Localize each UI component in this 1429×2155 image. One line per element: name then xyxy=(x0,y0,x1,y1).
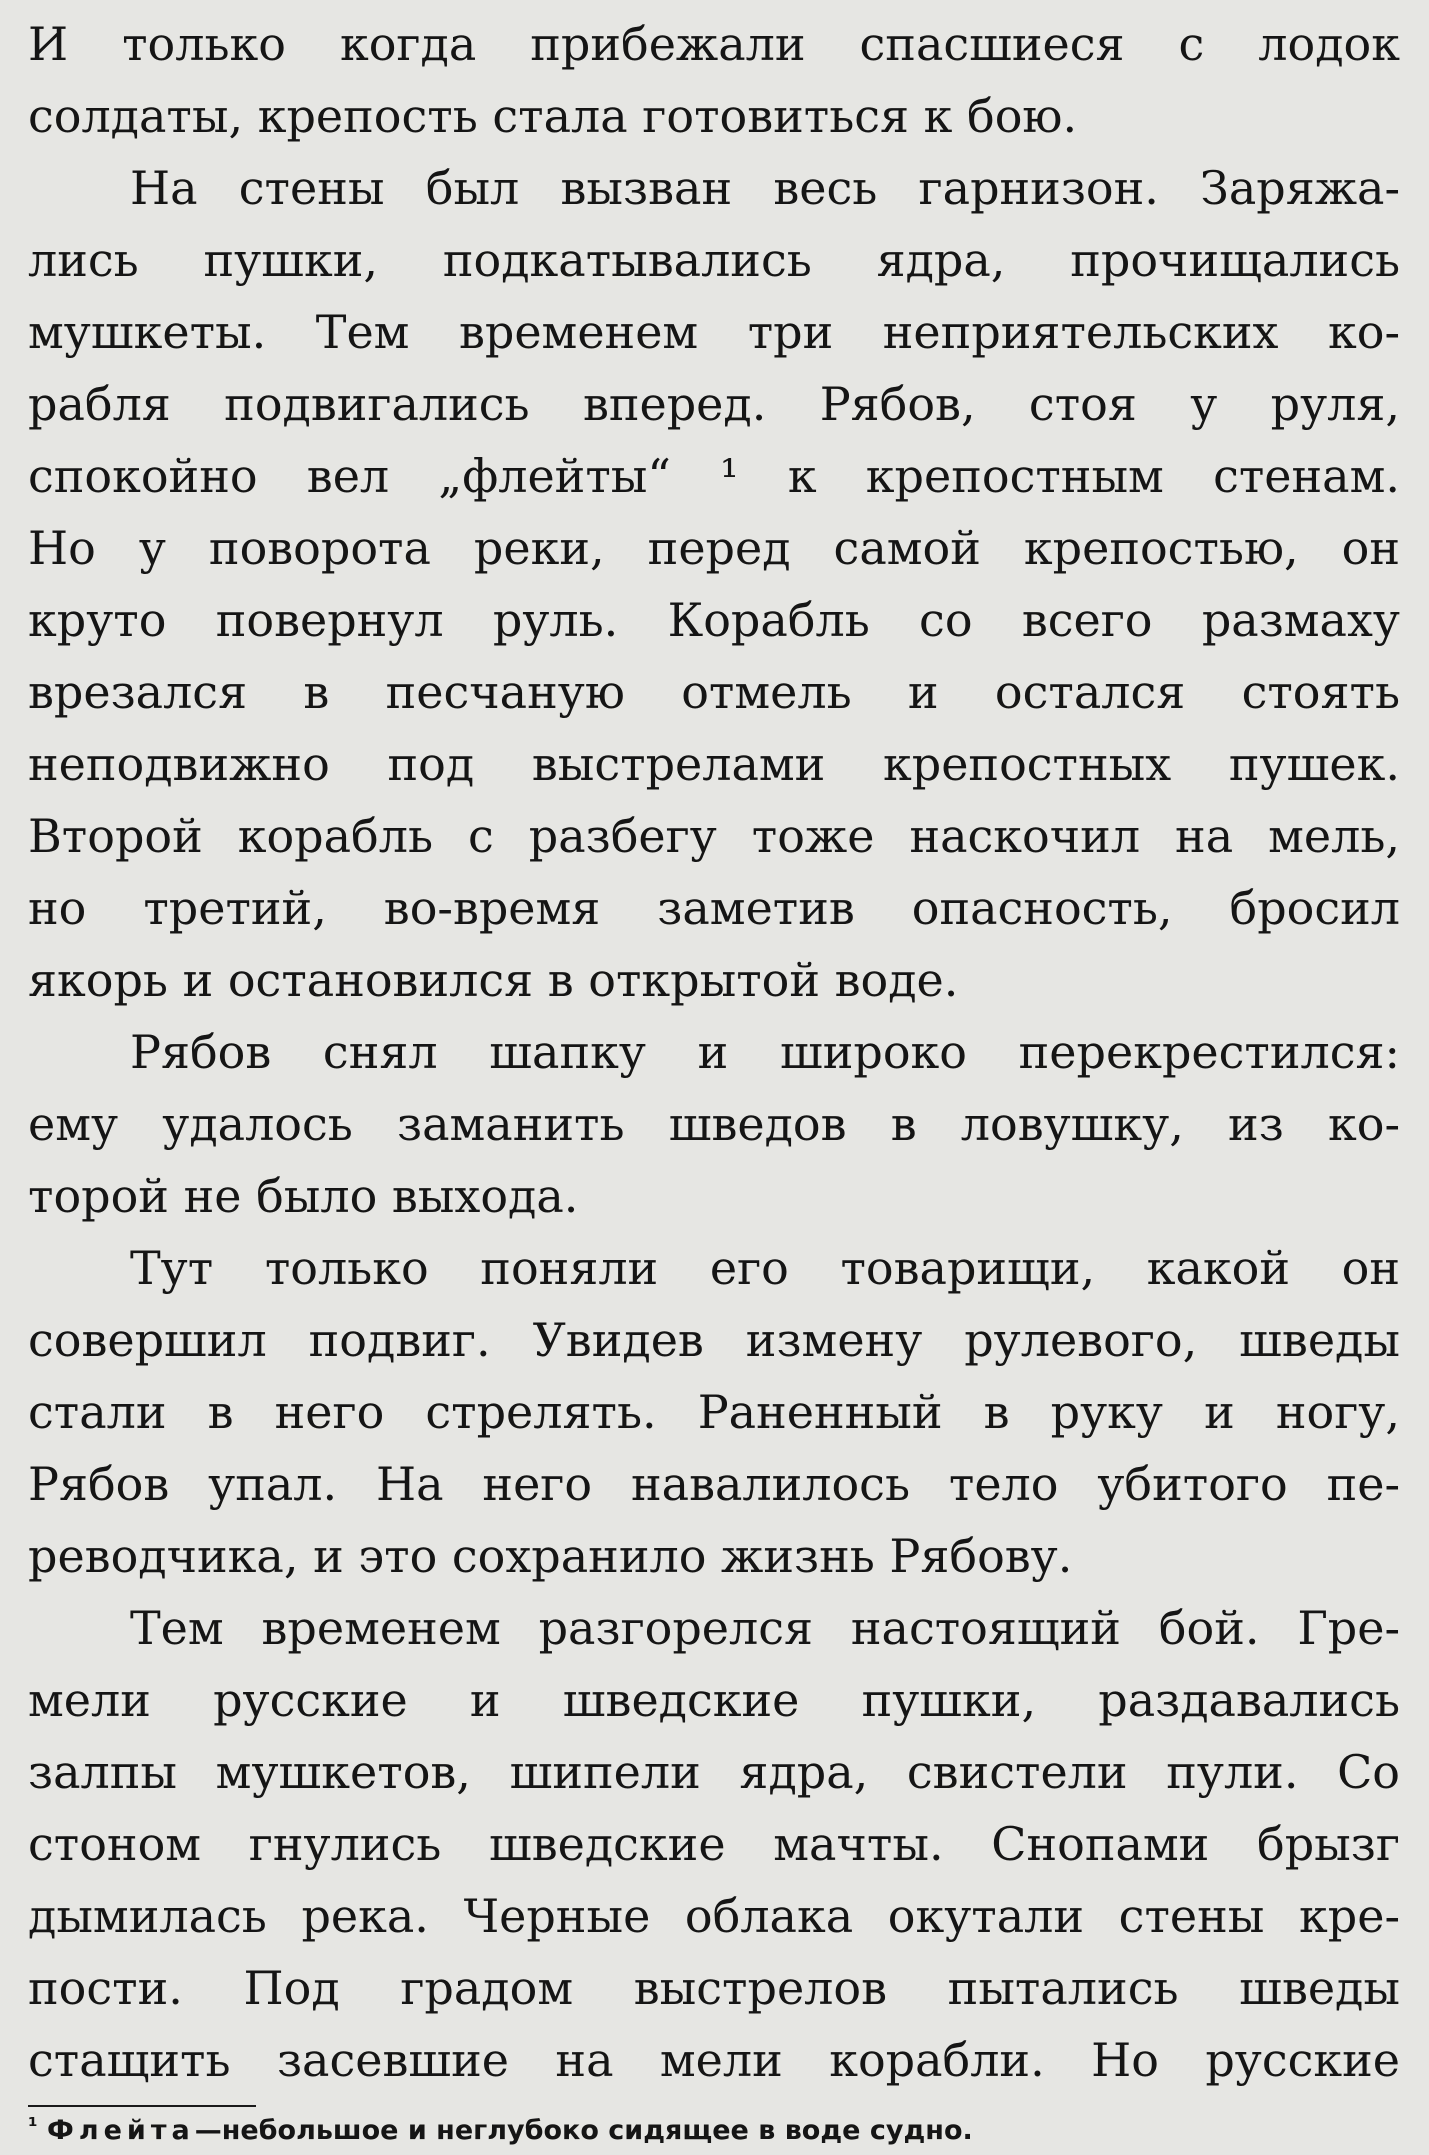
text-line: торой не было выхода. xyxy=(28,1169,579,1223)
text-line: спокойно вел „флейты“ ¹ к крепостным стенам. xyxy=(28,449,1400,503)
text-line: И только когда прибежали спасшиеся с лодок xyxy=(28,17,1400,71)
text-line: Рябов снял шапку и широко перекрестился: xyxy=(130,1025,1400,1079)
text-line: дымилась река. Черные облака окутали стены кре- xyxy=(28,1889,1400,1943)
text-line: Второй корабль с разбегу тоже наскочил на мель, xyxy=(28,809,1400,863)
text-line: На стены был вызван весь гарнизон. Заряжа- xyxy=(130,161,1400,215)
text-line: ему удалось заманить шведов в ловушку, из ко- xyxy=(28,1097,1400,1151)
text-line: Тут только поняли его товарищи, какой он xyxy=(130,1241,1400,1295)
text-line: Но у поворота реки, перед самой крепостью, он xyxy=(28,521,1400,575)
text-line: неподвижно под выстрелами крепостных пушек. xyxy=(28,737,1400,791)
text-line: Тем временем разгорелся настоящий бой. Гре- xyxy=(130,1601,1400,1655)
footnote xyxy=(28,2111,973,2151)
text-line: залпы мушкетов, шипели ядра, свистели пули. Со xyxy=(28,1745,1400,1799)
text-line: стащить засевшие на мели корабли. Но русские xyxy=(28,2033,1400,2087)
text-line: но третий, во-время заметив опасность, бросил xyxy=(28,881,1400,935)
text-line: мели русские и шведские пушки, раздавались xyxy=(28,1673,1400,1727)
text-line: реводчика, и это сохранило жизнь Рябову. xyxy=(28,1529,1073,1583)
text-line: стали в него стрелять. Раненный в руку и ногу, xyxy=(28,1385,1400,1439)
text-line: пости. Под градом выстрелов пытались шведы xyxy=(28,1961,1400,2015)
footnote-text: —небольшое и неглубоко сидящее в воде судно. xyxy=(194,2115,973,2146)
footnote-marker: ¹ xyxy=(28,2114,38,2139)
text-line: якорь и остановился в открытой воде. xyxy=(28,953,959,1007)
text-line: Рябов упал. На него навалилось тело убитого пе- xyxy=(28,1457,1400,1511)
body-text xyxy=(28,8,1400,2096)
text-line: совершил подвиг. Увидев измену рулевого, шведы xyxy=(28,1313,1400,1367)
text-line: стоном гнулись шведские мачты. Снопами брызг xyxy=(28,1817,1400,1871)
text-line: мушкеты. Тем временем три неприятельских ко- xyxy=(28,305,1400,359)
text-line: солдаты, крепость стала готовиться к бою. xyxy=(28,89,1078,143)
text-line: врезался в песчаную отмель и остался стоять xyxy=(28,665,1400,719)
text-line: рабля подвигались вперед. Рябов, стоя у руля, xyxy=(28,377,1400,431)
text-line: круто повернул руль. Корабль со всего размаху xyxy=(28,593,1400,647)
footnote-term: Флейта xyxy=(47,2115,195,2146)
footnote-separator xyxy=(28,2105,256,2107)
text-line: лись пушки, подкатывались ядра, прочищались xyxy=(28,233,1400,287)
